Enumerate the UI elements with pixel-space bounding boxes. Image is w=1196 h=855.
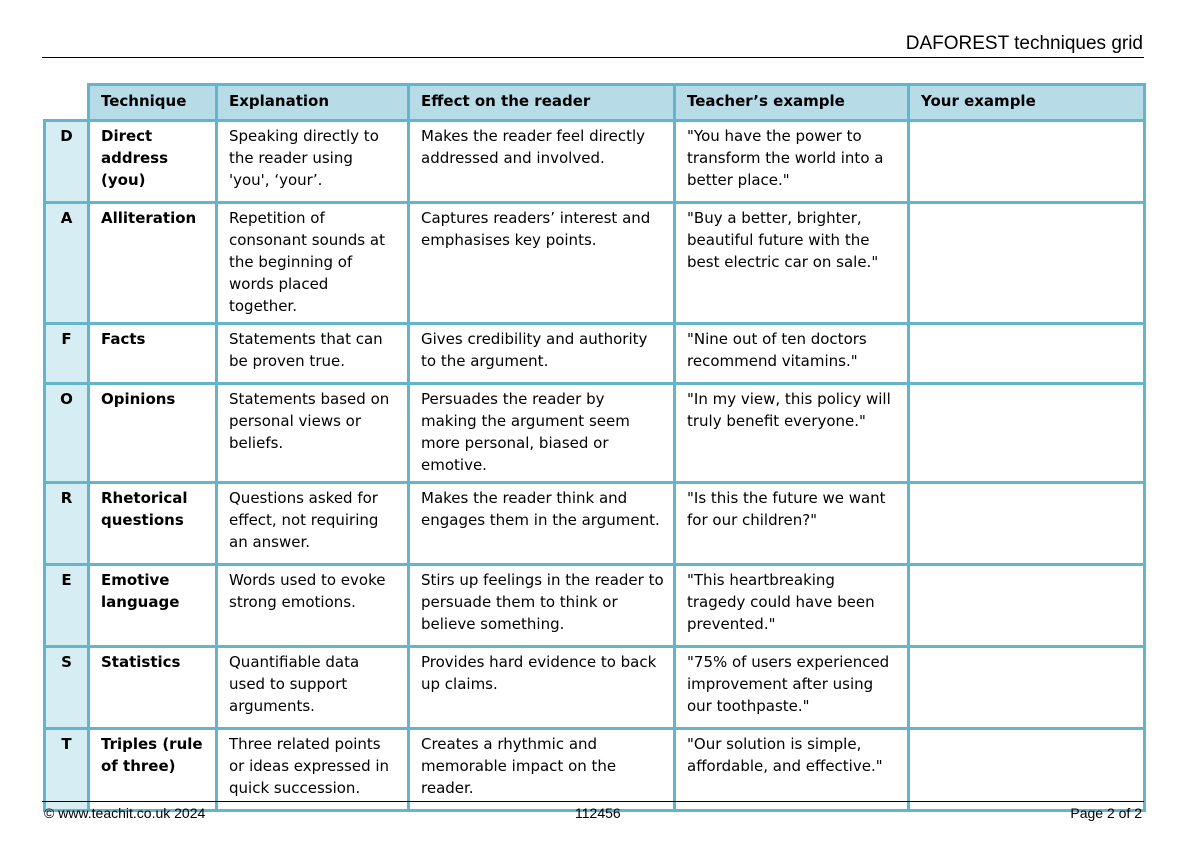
your-example-cell[interactable] <box>909 324 1145 384</box>
technique-cell: Statistics <box>89 647 217 729</box>
row-letter: O <box>45 384 89 483</box>
your-example-cell[interactable] <box>909 121 1145 203</box>
table-row <box>45 384 1145 483</box>
table-row <box>45 565 1145 647</box>
table-row <box>45 647 1145 729</box>
explanation-cell: Words used to evoke strong emotions. <box>217 565 409 647</box>
explanation-cell: Speaking directly to the reader using 'you', ‘your’. <box>217 121 409 203</box>
table-row <box>45 203 1145 324</box>
your-example-cell[interactable] <box>909 483 1145 565</box>
column-header-your-example: Your example <box>909 85 1145 121</box>
your-example-cell[interactable] <box>909 384 1145 483</box>
teacher-example-cell: "Nine out of ten doctors recommend vitamins." <box>675 324 909 384</box>
column-header-effect: Effect on the reader <box>409 85 675 121</box>
technique-cell: Opinions <box>89 384 217 483</box>
explanation-cell: Repetition of consonant sounds at the beginning of words placed together. <box>217 203 409 324</box>
teacher-example-cell: "Is this the future we want for our children?" <box>675 483 909 565</box>
row-letter: S <box>45 647 89 729</box>
teacher-example-cell: "75% of users experienced improvement after using our toothpaste." <box>675 647 909 729</box>
row-letter: D <box>45 121 89 203</box>
your-example-cell[interactable] <box>909 729 1145 811</box>
column-header-teacher-example: Teacher’s example <box>675 85 909 121</box>
effect-cell: Captures readers’ interest and emphasises key points. <box>409 203 675 324</box>
your-example-cell[interactable] <box>909 647 1145 729</box>
explanation-cell: Quantifiable data used to support arguments. <box>217 647 409 729</box>
your-example-cell[interactable] <box>909 203 1145 324</box>
page-footer <box>44 804 1142 822</box>
table-row <box>45 324 1145 384</box>
row-letter: F <box>45 324 89 384</box>
technique-cell: Direct address (you) <box>89 121 217 203</box>
your-example-cell[interactable] <box>909 565 1145 647</box>
technique-cell: Facts <box>89 324 217 384</box>
header-divider <box>42 57 1144 58</box>
table-row <box>45 483 1145 565</box>
table-row <box>45 121 1145 203</box>
document-title: DAFOREST techniques grid <box>905 33 1143 54</box>
effect-cell: Gives credibility and authority to the argument. <box>409 324 675 384</box>
teacher-example-cell: "This heartbreaking tragedy could have been prevented." <box>675 565 909 647</box>
corner-cell <box>45 85 89 121</box>
column-header-technique: Technique <box>89 85 217 121</box>
row-letter: T <box>45 729 89 811</box>
effect-cell: Makes the reader think and engages them in the argument. <box>409 483 675 565</box>
teacher-example-cell: "Our solution is simple, affordable, and effective." <box>675 729 909 811</box>
effect-cell: Persuades the reader by making the argument seem more personal, biased or emotive. <box>409 384 675 483</box>
teacher-example-cell: "You have the power to transform the world into a better place." <box>675 121 909 203</box>
explanation-cell: Statements based on personal views or beliefs. <box>217 384 409 483</box>
effect-cell: Stirs up feelings in the reader to persuade them to think or believe something. <box>409 565 675 647</box>
copyright-text: © www.teachit.co.uk 2024 <box>44 805 206 821</box>
effect-cell: Provides hard evidence to back up claims. <box>409 647 675 729</box>
effect-cell: Creates a rhythmic and memorable impact on the reader. <box>409 729 675 811</box>
footer-divider <box>42 801 1144 802</box>
technique-cell: Rhetorical questions <box>89 483 217 565</box>
teacher-example-cell: "In my view, this policy will truly benefit everyone." <box>675 384 909 483</box>
effect-cell: Makes the reader feel directly addressed and involved. <box>409 121 675 203</box>
row-letter: A <box>45 203 89 324</box>
table-row <box>45 729 1145 811</box>
resource-code: 112456 <box>575 805 621 821</box>
row-letter: R <box>45 483 89 565</box>
technique-cell: Emotive language <box>89 565 217 647</box>
teacher-example-cell: "Buy a better, brighter, beautiful future with the best electric car on sale." <box>675 203 909 324</box>
explanation-cell: Questions asked for effect, not requiring an answer. <box>217 483 409 565</box>
techniques-grid <box>43 83 1146 812</box>
technique-cell: Alliteration <box>89 203 217 324</box>
page-number: Page 2 of 2 <box>1070 805 1142 821</box>
row-letter: E <box>45 565 89 647</box>
explanation-cell: Statements that can be proven true. <box>217 324 409 384</box>
column-header-explanation: Explanation <box>217 85 409 121</box>
header-row <box>45 85 1145 121</box>
explanation-cell: Three related points or ideas expressed in quick succession. <box>217 729 409 811</box>
technique-cell: Triples (rule of three) <box>89 729 217 811</box>
